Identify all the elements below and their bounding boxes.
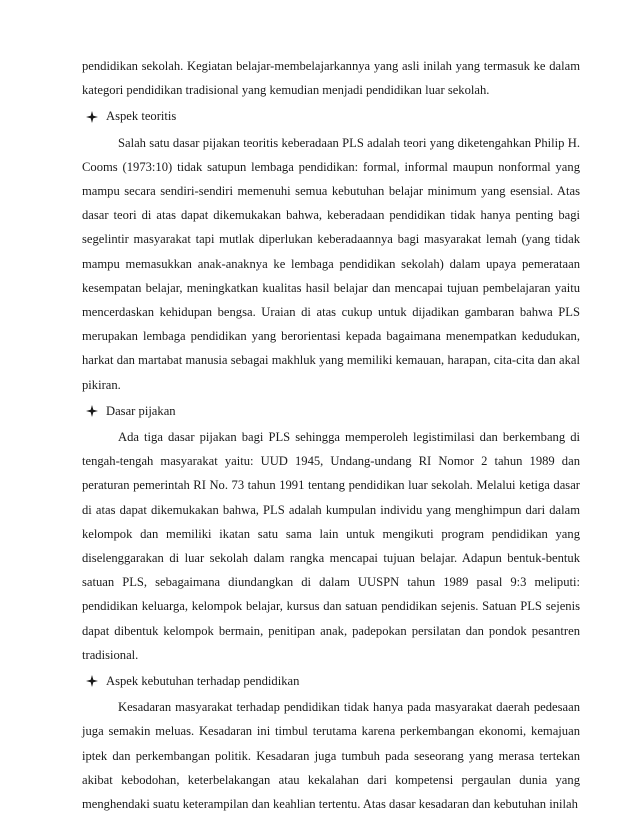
diamond-bullet-icon <box>86 675 98 687</box>
section-body-aspek-teoritis: Salah satu dasar pijakan teoritis keberadaan PLS adalah teori yang diketengahkan Philip H. Cooms (1973:10) tidak satupun lembaga pendidikan: formal, informal maupun nonformal yang mampu secara sendiri-sendiri memenuhi semua kebutuhan belajar minimum yang esensial. Atas dasar teori di atas dapat dikemukakan bahwa, keberadaan pendidikan tidak hanya penting bagi segelintir masyarakat tapi mutlak diperlukan keberadaannya bagi masyarakat lemah (yang tidak mampu memasukkan anak-anaknya ke lembaga pendidikan sekolah) dalam upaya pemerataan kesempatan belajar, meningkatkan kualitas hasil belajar dan mencapai tujuan pembelajaran yaitu mencerdaskan kehidupan bengsa. Uraian di atas cukup untuk dijadikan gambaran bahwa PLS merupakan lembaga pendidikan yang berorientasi kepada bagaimana menempatkan kedudukan, harkat dan martabat manusia sebagai makhluk yang memiliki kemauan, harapan, cita-cita dan akal pikiran. <box>82 135 580 392</box>
diamond-bullet-icon <box>86 111 98 123</box>
section-body-aspek-kebutuhan: Kesadaran masyarakat terhadap pendidikan tidak hanya pada masyarakat daerah pedesaan juga semakin meluas. Kesadaran ini timbul terutama karena perkembangan ekonomi, kemajuan iptek dan perkembangan politik. Kesadaran juga tumbuh pada seseorang yang merasa tertekan akibat kebodohan, keterbelakangan atau kekalahan dari kompetensi pergaulan dunia yang menghendaki suatu keterampilan dan keahlian tertentu. Atas dasar kesadaran dan kebutuhan inilah <box>82 700 580 812</box>
section-heading-text: Aspek kebutuhan terhadap pendidikan <box>106 674 300 689</box>
section-heading-dasar-pijakan <box>86 399 580 423</box>
section-heading-aspek-teoritis <box>86 104 580 128</box>
diamond-bullet-icon <box>86 405 98 417</box>
section-heading-text: Aspek teoritis <box>106 109 177 124</box>
section-body-dasar-pijakan: Ada tiga dasar pijakan bagi PLS sehingga memperoleh legistimilasi dan berkembang di tengah-tengah masyarakat yaitu: UUD 1945, Undang-undang RI Nomor 2 tahun 1989 dan peraturan pemerintah RI No. 73 tahun 1991 tentang pendidikan luar sekolah. Melalui ketiga dasar di atas dapat dikemukakan bahwa, PLS adalah kumpulan individu yang menghimpun dari dalam kelompok dan memiliki ikatan satu sama lain untuk mengikuti program pendidikan yang diselenggarakan di luar sekolah dalam rangka mencapai tujuan belajar. Adapun bentuk-bentuk satuan PLS, sebagaimana diundangkan di dalam UUSPN tahun 1989 pasal 9:3 meliputi: pendidikan keluarga, kelompok belajar, kursus dan satuan pendidikan sejenis. Satuan PLS sejenis dapat dibentuk kelompok bermain, penitipan anak, padepokan persilatan dan pondok pesantren tradisional. <box>82 430 580 662</box>
section-heading-aspek-kebutuhan <box>86 669 580 693</box>
section-heading-text: Dasar pijakan <box>106 403 176 418</box>
intro-paragraph: pendidikan sekolah. Kegiatan belajar-membelajarkannya yang asli inilah yang termasuk ke dalam kategori pendidikan tradisional yang kemudian menjadi pendidikan luar sekolah. <box>82 59 580 98</box>
